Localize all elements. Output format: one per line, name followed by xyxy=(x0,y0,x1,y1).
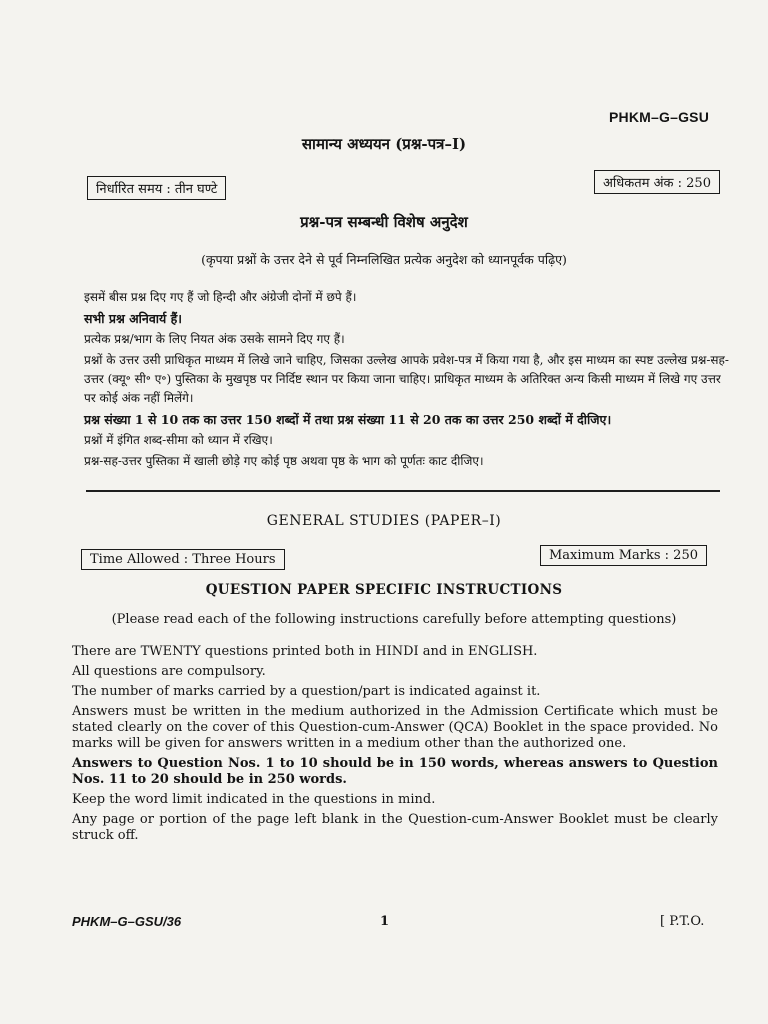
english-instruction: Keep the word limit indicated in the questions in mind. xyxy=(72,792,436,807)
paper-code: PHKM–G–GSU xyxy=(609,109,710,125)
footer-paper-code: PHKM–G–GSU/36 xyxy=(72,914,182,929)
english-instruction: The number of marks carried by a question/part is indicated against it. xyxy=(72,684,541,699)
page-number: 1 xyxy=(380,914,390,929)
english-instruction: Any page or portion of the page left blank in the Question-cum-Answer Booklet must be clearly struck off. xyxy=(72,812,718,843)
english-instruction: Answers to Question Nos. 1 to 10 should be in 150 words, whereas answers to Question Nos. 11 to 20 should be in 250 words. xyxy=(72,756,718,787)
pto-label: [ P.T.O. xyxy=(660,914,705,929)
hindi-instruction: प्रश्नों के उत्तर उसी प्राधिकृत माध्यम में लिखे जाने चाहिए, जिसका उल्लेख आपके प्रवेश-पत्र में किया गया है, और इस माध्यम का स्पष्ट उल्लेख प्रश्न-सह-उत्तर (क्यू॰ सी॰ ए॰) पुस्तिका के मुखपृष्ठ पर निर्दिष्ट स्थान पर किया जाना चाहिए। प्राधिकृत माध्यम के अतिरिक्त अन्य किसी माध्यम में लिखे गए उत्तर पर कोई अंक नहीं मिलेंगे। xyxy=(84,353,729,405)
hindi-instruction: इसमें बीस प्रश्न दिए गए हैं जो हिन्दी और अंग्रेजी दोनों में छपे हैं। xyxy=(84,290,357,304)
hindi-max-marks-box: अधिकतम अंक : 250 xyxy=(594,170,720,194)
hindi-time-allowed-box: निर्धारित समय : तीन घण्टे xyxy=(87,176,226,200)
hindi-instruction: प्रश्न संख्या 1 से 10 तक का उत्तर 150 शब्दों में तथा प्रश्न संख्या 11 से 20 तक का उत्तर 250 शब्दों में दीजिए। xyxy=(84,412,612,427)
hindi-title: सामान्य अध्ययन (प्रश्न-पत्र–I) xyxy=(301,135,467,153)
english-instruction: Answers must be written in the medium authorized in the Admission Certificate which must be stated clearly on the cover of this Question-cum-Answer (QCA) Booklet in the space provided. No marks will be given for answers written in a medium other than the authorized one. xyxy=(72,704,718,751)
hindi-instructions-subheading: (कृपया प्रश्नों के उत्तर देने से पूर्व निम्नलिखित प्रत्येक अनुदेश को ध्यानपूर्वक पढ़िए) xyxy=(201,252,567,267)
hindi-instruction: प्रत्येक प्रश्न/भाग के लिए नियत अंक उसके सामने दिए गए हैं। xyxy=(84,332,345,346)
english-instructions-subheading: (Please read each of the following instructions carefully before attempting questions) xyxy=(111,612,677,627)
english-instructions-heading: QUESTION PAPER SPECIFIC INSTRUCTIONS xyxy=(205,582,563,598)
section-divider xyxy=(86,490,720,492)
english-instructions-list xyxy=(72,644,718,848)
english-instruction: All questions are compulsory. xyxy=(72,664,266,679)
english-max-marks-box: Maximum Marks : 250 xyxy=(540,545,707,566)
hindi-instructions-list xyxy=(84,288,734,473)
hindi-instruction: प्रश्न-सह-उत्तर पुस्तिका में खाली छोड़े गए कोई पृष्ठ अथवा पृष्ठ के भाग को पूर्णतः काट दीजिए। xyxy=(84,454,484,468)
hindi-instruction: सभी प्रश्न अनिवार्य हैं। xyxy=(84,311,183,326)
english-time-allowed-box: Time Allowed : Three Hours xyxy=(81,549,285,570)
hindi-instructions-heading: प्रश्न-पत्र सम्बन्धी विशेष अनुदेश xyxy=(300,213,468,231)
english-title: GENERAL STUDIES (PAPER–I) xyxy=(266,513,502,529)
english-instruction: There are TWENTY questions printed both in HINDI and in ENGLISH. xyxy=(72,644,538,659)
hindi-instruction: प्रश्नों में इंगित शब्द-सीमा को ध्यान में रखिए। xyxy=(84,433,273,447)
